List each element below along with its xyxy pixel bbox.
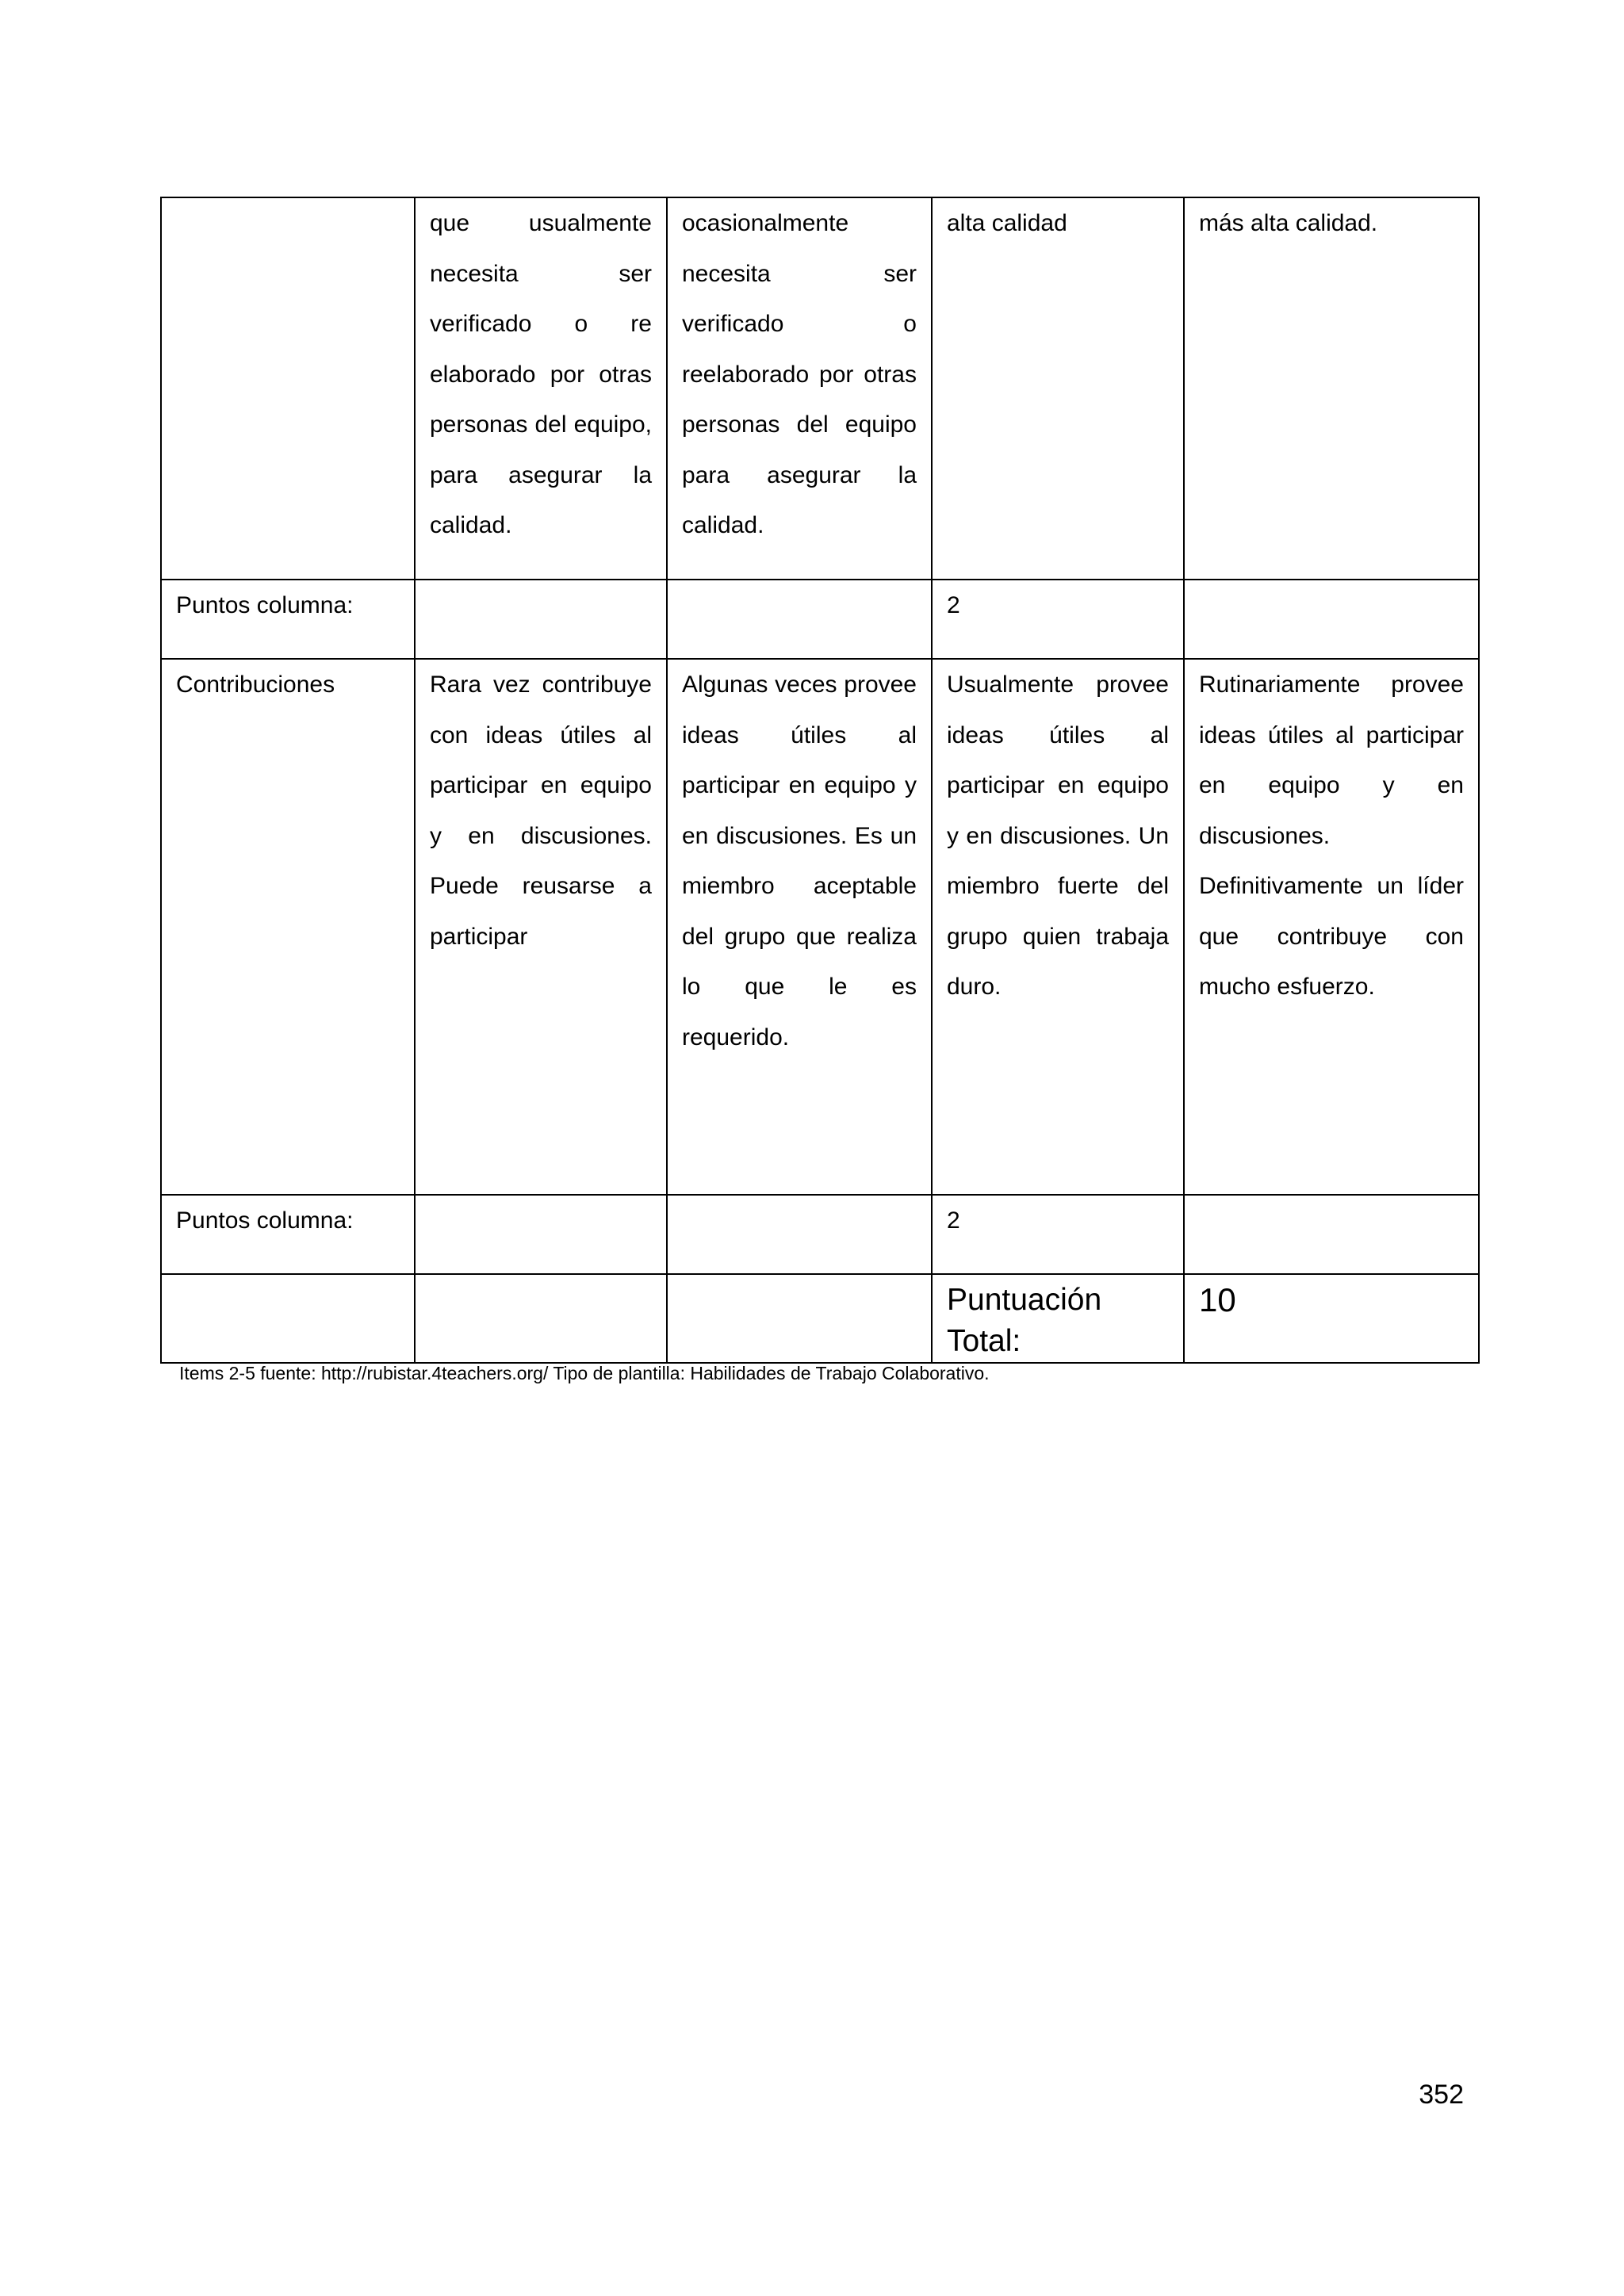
points-cell <box>415 1195 667 1274</box>
total-score-label: Puntuación Total: <box>932 1274 1184 1363</box>
points-label-cell: Puntos columna: <box>161 580 415 659</box>
source-footnote: Items 2-5 fuente: http://rubistar.4teachers.org/ Tipo de plantilla: Habilidades de Trabajo Colaborativo. <box>179 1363 990 1383</box>
empty-cell <box>415 1274 667 1363</box>
empty-cell <box>667 1274 932 1363</box>
points-label-cell: Puntos columna: <box>161 1195 415 1274</box>
total-score-value: 10 <box>1184 1274 1479 1363</box>
table-row <box>161 197 1479 580</box>
points-cell <box>415 580 667 659</box>
rubric-table <box>160 197 1480 1364</box>
criteria-cell <box>161 197 415 580</box>
rubric-cell: ocasionalmente necesita ser verificado o reelaborado por otras personas del equipo para asegurar la calidad. <box>667 197 932 580</box>
points-cell: 2 <box>932 1195 1184 1274</box>
rubric-cell: Algunas veces provee ideas útiles al participar en equipo y en discusiones. Es un miembro aceptable del grupo que realiza lo que le es requerido. <box>667 659 932 1195</box>
points-cell <box>1184 1195 1479 1274</box>
rubric-cell: que usualmente necesita ser verificado o re elaborado por otras personas del equipo, para asegurar la calidad. <box>415 197 667 580</box>
rubric-cell: Rara vez contribuye con ideas útiles al participar en equipo y en discusiones. Puede reusarse a participar <box>415 659 667 1195</box>
table-row <box>161 1274 1479 1363</box>
rubric-cell: alta calidad <box>932 197 1184 580</box>
table-row <box>161 1195 1479 1274</box>
points-cell <box>667 1195 932 1274</box>
table-row <box>161 659 1479 1195</box>
points-cell: 2 <box>932 580 1184 659</box>
table-row <box>161 580 1479 659</box>
points-cell <box>667 580 932 659</box>
page-number: 352 <box>1419 2080 1464 2110</box>
criteria-cell: Contribuciones <box>161 659 415 1195</box>
rubric-cell: más alta calidad. <box>1184 197 1479 580</box>
rubric-cell: Usualmente provee ideas útiles al participar en equipo y en discusiones. Un miembro fuerte del grupo quien trabaja duro. <box>932 659 1184 1195</box>
rubric-cell: Rutinariamente provee ideas útiles al participar en equipo y en discusiones. Definitivamente un líder que contribuye con mucho esfuerzo. <box>1184 659 1479 1195</box>
points-cell <box>1184 580 1479 659</box>
empty-cell <box>161 1274 415 1363</box>
